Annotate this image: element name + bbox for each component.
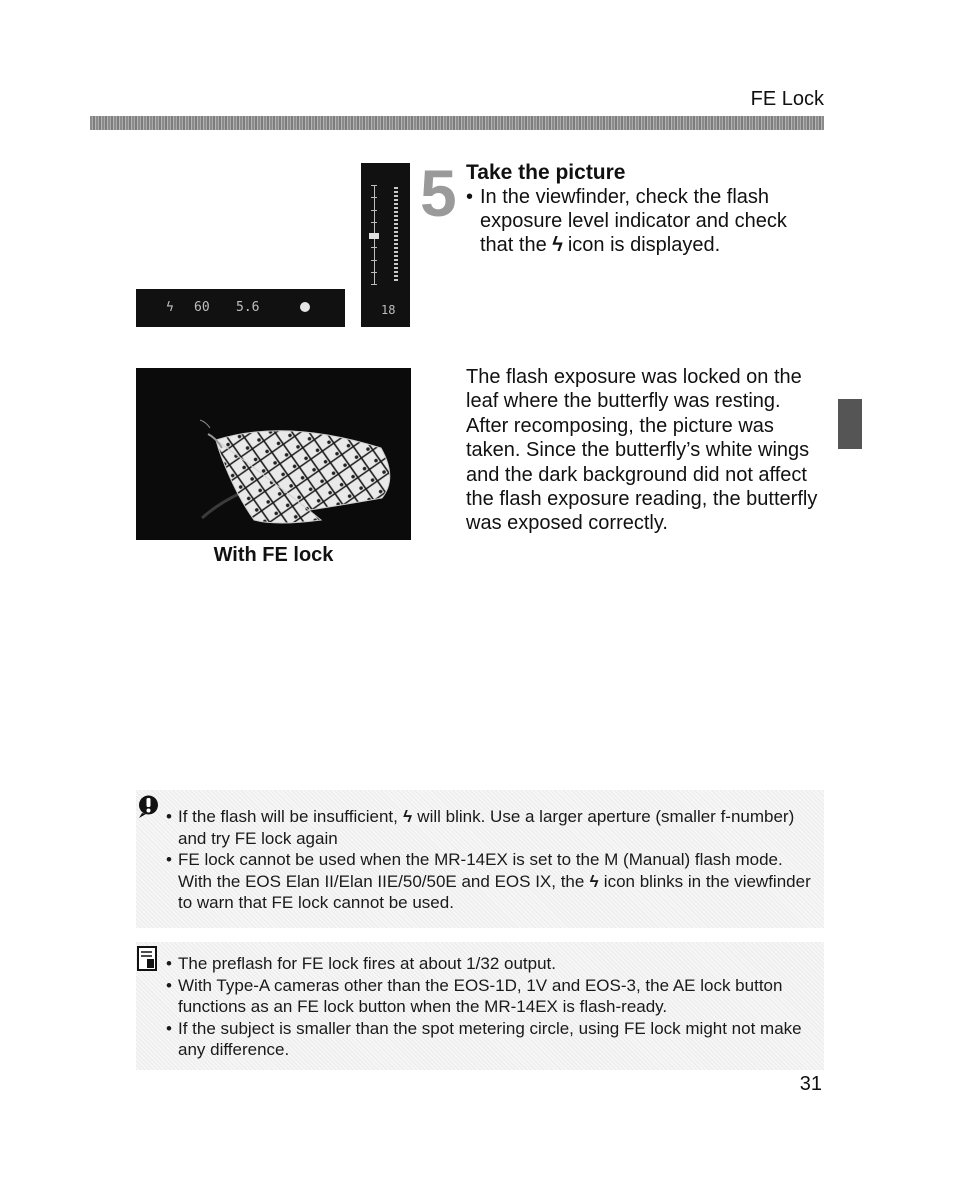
viewfinder-aperture: 5.6 xyxy=(236,300,260,315)
viewfinder-shutter-speed: 60 xyxy=(194,300,210,315)
flash-icon: ϟ xyxy=(552,234,563,256)
caution-list xyxy=(166,806,816,914)
viewfinder-shot-count: 18 xyxy=(381,303,396,317)
tip-item: • If the subject is smaller than the spot metering circle, using FE lock might not make any difference. xyxy=(166,1018,816,1061)
focus-confirmation-dot xyxy=(300,302,310,312)
viewfinder-info-bar xyxy=(136,289,345,327)
caution-item: • FE lock cannot be used when the MR-14EX is set to the M (Manual) flash mode. With the EOS Elan II/Elan IIE/50/50E and EOS IX, the ϟ icon blinks in the viewfinder to warn that FE lock cannot be used. xyxy=(166,849,816,914)
caution-icon xyxy=(137,795,160,819)
step-number: 5 xyxy=(420,156,457,230)
header-divider-bar xyxy=(90,116,824,130)
page-section-title: FE Lock xyxy=(750,88,824,110)
tip-list xyxy=(166,953,816,1061)
step-title: Take the picture xyxy=(466,161,626,184)
exposure-level-indicator xyxy=(361,163,410,327)
tip-item: • With Type-A cameras other than the EOS-1D, 1V and EOS-3, the AE lock button functions as an FE lock button when the MR-14EX is flash-ready. xyxy=(166,975,816,1018)
flash-exposure-dots xyxy=(394,187,398,283)
exposure-level-mark xyxy=(369,233,379,239)
tip-item: • The preflash for FE lock fires at about 1/32 output. xyxy=(166,953,816,975)
step-instruction: • In the viewfinder, check the flash exposure level indicator and check that the ϟ icon is displayed. xyxy=(466,186,787,256)
page-number: 31 xyxy=(799,1073,822,1095)
description-paragraph: The flash exposure was locked on the leaf where the butterfly was resting. After recomposing, the picture was taken. Since the butterfly’s white wings and the dark background did not affect the flash exposure reading, the butterfly was exposed correctly. xyxy=(466,366,818,535)
photo-caption: With FE lock xyxy=(213,544,334,566)
memo-icon xyxy=(137,946,159,972)
section-tab-marker xyxy=(838,399,862,449)
caution-item: • If the flash will be insufficient, ϟ will blink. Use a larger aperture (smaller f-number) and try FE lock again xyxy=(166,806,816,849)
flash-ready-icon: ϟ xyxy=(166,300,174,315)
flash-icon: ϟ xyxy=(403,807,413,826)
butterfly-photo xyxy=(136,368,411,540)
flash-icon: ϟ xyxy=(589,871,599,891)
